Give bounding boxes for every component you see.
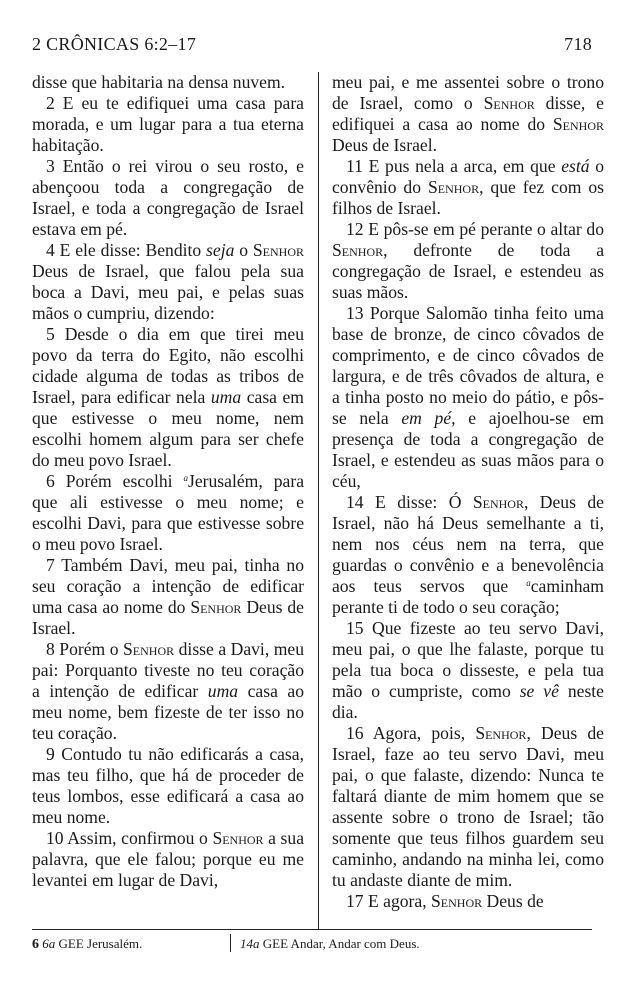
verse-text: 10 Assim, confirmou o: [46, 828, 213, 848]
divine-name: Senhor: [332, 240, 384, 260]
verse-text: a sua palavra, que ele falou; porque eu me levantei em lugar de Davi,: [32, 828, 305, 890]
footnote-6a: [32, 936, 142, 953]
verse-paragraph: [32, 555, 304, 639]
verse-text: , Deus de Israel, não há Deus semelhante a ti, nem nos céus nem na terra, que guardas o convênio e a benevolência aos teus servos que: [332, 492, 604, 596]
verse-paragraph: [32, 240, 304, 324]
verse-text: 3 Então o rei virou o seu rosto, e abençoou toda a congregação de Israel, e toda a congregação de Israel estava em pé.: [32, 156, 304, 239]
divine-name: Senhor: [431, 891, 483, 911]
divine-name: Senhor: [252, 240, 304, 260]
footnote-separator: [230, 934, 231, 952]
divine-name: Senhor: [212, 828, 264, 848]
verse-paragraph: [332, 891, 604, 912]
verse-paragraph: [332, 723, 604, 891]
verse-paragraph: [32, 828, 304, 891]
footnote-chapter-number: 6: [32, 937, 39, 952]
verse-paragraph: [32, 471, 304, 555]
verse-text: 2 E eu te edifiquei uma casa para morada, e um lugar para a tua eterna habitação.: [32, 93, 304, 155]
divine-name: Senhor: [190, 597, 242, 617]
verse-text: , que fez com os filhos de Israel.: [332, 177, 604, 218]
verse-text: 15 Que fizeste ao teu servo Davi, meu pai, o que lhe falaste, porque tu pela tua boca o disseste, e pela tua mão o cumpriste, como: [332, 618, 604, 701]
verse-text: caminham perante ti de todo o seu coração;: [332, 576, 604, 617]
page-header: [32, 34, 592, 62]
divine-name: Senhor: [427, 177, 480, 197]
verse-text: Jerusalém, para que ali estivesse o meu nome; e escolhi Davi, para que estivesse sobre o meu povo Israel.: [32, 471, 304, 554]
footnote-text: GEE Andar, Andar com Deus.: [262, 936, 420, 951]
verse-text: 13 Porque Salomão tinha feito uma base de bronze, de cinco côvados de comprimento, e de cinco côvados de largura, e de três côvados de altura, e a tinha posto no meio do pátio, e pôs-se nela: [332, 303, 604, 428]
verse-paragraph: [32, 324, 304, 471]
verse-text: 11 E pus nela a arca, em que: [346, 156, 562, 176]
italic-text: está: [561, 156, 590, 176]
italic-text: uma: [210, 387, 242, 407]
verse-text: disse, e edifiquei a casa ao nome do: [332, 93, 604, 134]
verse-text: e ajoelhou-se em presença de toda a congregação de Israel, e estendeu as suas mãos para o céu,: [332, 408, 604, 491]
left-text-column: [32, 72, 304, 891]
page-number: 718: [564, 34, 592, 54]
continuation-paragraph: [32, 72, 304, 93]
verse-text: Deus de Israel.: [332, 135, 438, 155]
verse-text: Deus de: [482, 891, 544, 911]
verse-text: casa em que estivesse o meu nome, nem escolhi homem algum para ser chefe do meu povo Israel.: [32, 387, 304, 470]
footnote-divider: [32, 929, 592, 930]
italic-text: seja: [206, 240, 235, 260]
verse-paragraph: [32, 744, 304, 828]
verse-paragraph: [332, 303, 604, 492]
continuation-paragraph: [332, 72, 604, 156]
divine-name: Senhor: [472, 492, 524, 512]
verse-text: disse que habitaria na densa nuvem.: [32, 72, 286, 92]
verse-text: neste dia.: [332, 681, 604, 722]
verse-paragraph: [32, 156, 304, 240]
verse-text: 12 E pôs-se em pé perante o altar do: [346, 219, 604, 239]
verse-text: , defronte de toda a congregação de Israel, e estendeu as suas mãos.: [332, 240, 604, 302]
verse-text: 6 Porém escolhi: [46, 471, 184, 491]
verse-text: 7 Também Davi, meu pai, tinha no seu coração a intenção de edificar uma casa ao nome do: [32, 555, 304, 617]
footnote-ref: 14a: [240, 936, 260, 951]
footnote-14a: [240, 936, 420, 952]
footnote-marker: a: [526, 578, 531, 588]
verse-paragraph: [332, 618, 604, 723]
verse-paragraph: [332, 219, 604, 303]
divine-name: Senhor: [552, 114, 604, 134]
divine-name: Senhor: [123, 639, 175, 659]
verse-text: 14 E disse: Ó: [346, 492, 473, 512]
verse-paragraph: [32, 639, 304, 744]
verse-text: meu pai, e me assentei sobre o trono de Israel, como o: [332, 72, 604, 113]
chapter-reference: 2 CRÔNICAS 6:2–17: [32, 34, 197, 54]
verse-text: casa ao meu nome, bem fizeste de ter isso no teu coração.: [32, 681, 304, 743]
verse-text: 9 Contudo tu não edificarás a casa, mas teu filho, que há de proceder de teus lombos, esse edificará a casa ao meu nome.: [32, 744, 304, 827]
italic-text: em pé,: [401, 408, 456, 428]
divine-name: Senhor: [475, 723, 527, 743]
verse-text: 8 Porém o: [46, 639, 124, 659]
verse-text: , Deus de Israel, faze ao teu servo Davi, meu pai, o que falaste, dizendo: Nunca te faltará diante de mim homem que se assente sobre o trono de Israel; tão somente que teus filhos guardem seu caminho, andando na minha lei, como tu andaste diante de mim.: [332, 723, 604, 890]
verse-text: o convênio do: [332, 156, 604, 197]
verse-text: disse a Davi, meu pai: Porquanto tiveste no teu coração a intenção de edificar: [32, 639, 304, 701]
verse-text: Deus de Israel.: [32, 597, 304, 638]
right-text-column: [332, 72, 604, 912]
footnote-marker: a: [183, 473, 188, 483]
verse-text: Deus de Israel, que falou pela sua boca a Davi, meu pai, e pelas suas mãos o cumpriu, dizendo:: [32, 261, 304, 323]
footnote-text: GEE Jerusalém.: [58, 936, 143, 951]
italic-text: uma: [207, 681, 239, 701]
verse-text: o: [234, 240, 253, 260]
italic-text: se vê: [519, 681, 559, 701]
verse-text: 4 E ele disse: Bendito: [46, 240, 207, 260]
verse-text: 16 Agora, pois,: [346, 723, 476, 743]
verse-paragraph: [32, 93, 304, 156]
verse-paragraph: [332, 156, 604, 219]
verse-text: 17 E agora,: [346, 891, 432, 911]
verse-text: 5 Desde o dia em que tirei meu povo da terra do Egito, não escolhi cidade alguma de todas as tribos de Israel, para edificar nela: [32, 324, 304, 407]
column-divider: [318, 72, 319, 930]
divine-name: Senhor: [483, 93, 535, 113]
footnote-ref: 6a: [42, 936, 56, 951]
verse-paragraph: [332, 492, 604, 618]
